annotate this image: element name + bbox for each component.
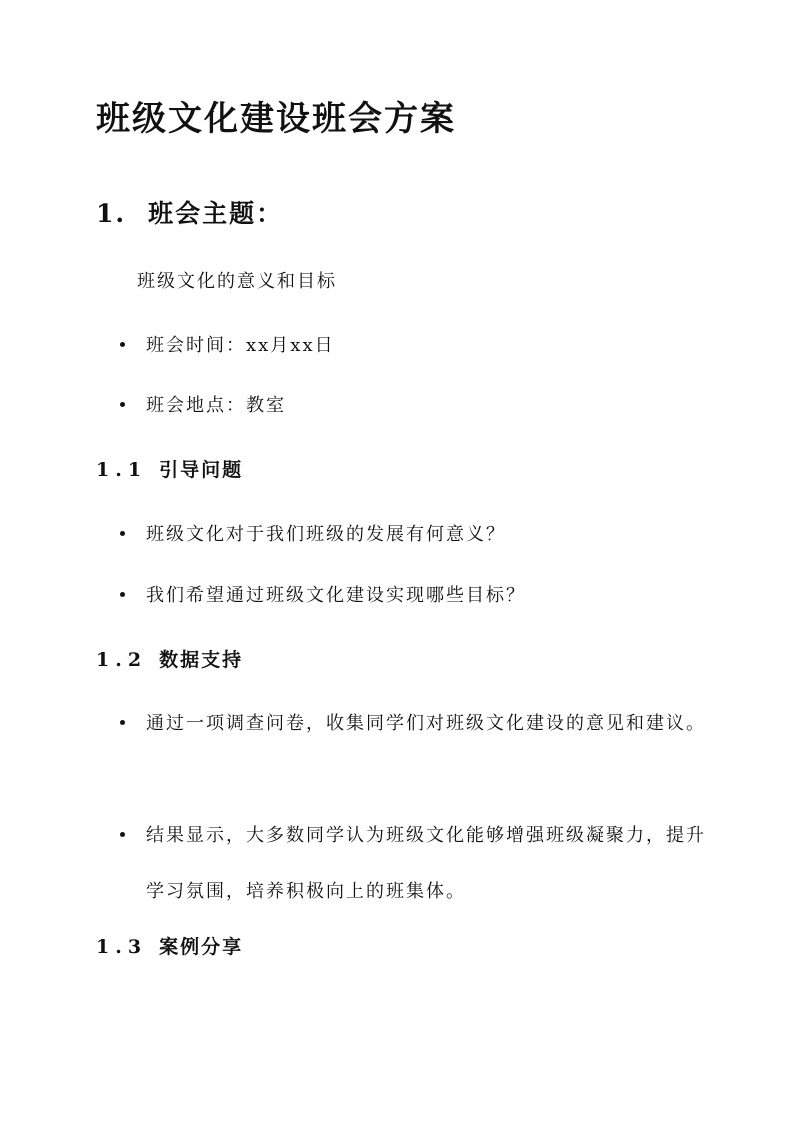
section-1-3-heading: [96, 933, 243, 961]
bullet-icon: [120, 592, 125, 597]
section-1-3-number: 1.3: [96, 936, 148, 958]
bullet-icon: [120, 720, 125, 725]
bullet-icon: [120, 402, 125, 407]
list-item-question-1: [146, 507, 706, 563]
section-1-heading: [96, 196, 283, 232]
list-item-text: 通过一项调查问卷，收集同学们对班级文化建设的意见和建议。: [146, 713, 706, 734]
list-item-text: 班级文化对于我们班级的发展有何意义？: [146, 524, 506, 545]
meeting-theme: 班级文化的意义和目标: [137, 271, 337, 292]
list-item-meeting-location: [146, 378, 706, 434]
section-1-number: 1.: [96, 199, 127, 228]
list-item-meeting-time: [146, 318, 706, 374]
bullet-icon: [120, 832, 125, 837]
list-item-results: [146, 808, 706, 920]
bullet-icon: [120, 342, 125, 347]
section-1-1-heading: [96, 456, 243, 484]
list-item-text: 班会时间：xx月xx日: [146, 335, 335, 356]
list-item-survey: [146, 696, 706, 752]
list-item-question-2: [146, 568, 706, 624]
section-1-1-number: 1.1: [96, 459, 148, 481]
section-1-title: 班会主题：: [148, 199, 284, 228]
document-title: 班级文化建设班会方案: [96, 99, 456, 139]
section-1-2-title: 数据支持: [159, 649, 244, 671]
bullet-icon: [120, 531, 125, 536]
section-1-3-title: 案例分享: [159, 936, 244, 958]
section-1-1-title: 引导问题: [159, 459, 244, 481]
list-item-text: 班会地点：教室: [146, 395, 286, 416]
list-item-text: 结果显示，大多数同学认为班级文化能够增强班级凝聚力，提升学习氛围，培养积极向上的班集体。: [146, 825, 706, 902]
section-1-2-heading: [96, 646, 243, 674]
section-1-2-number: 1.2: [96, 649, 148, 671]
list-item-text: 我们希望通过班级文化建设实现哪些目标？: [146, 585, 526, 606]
